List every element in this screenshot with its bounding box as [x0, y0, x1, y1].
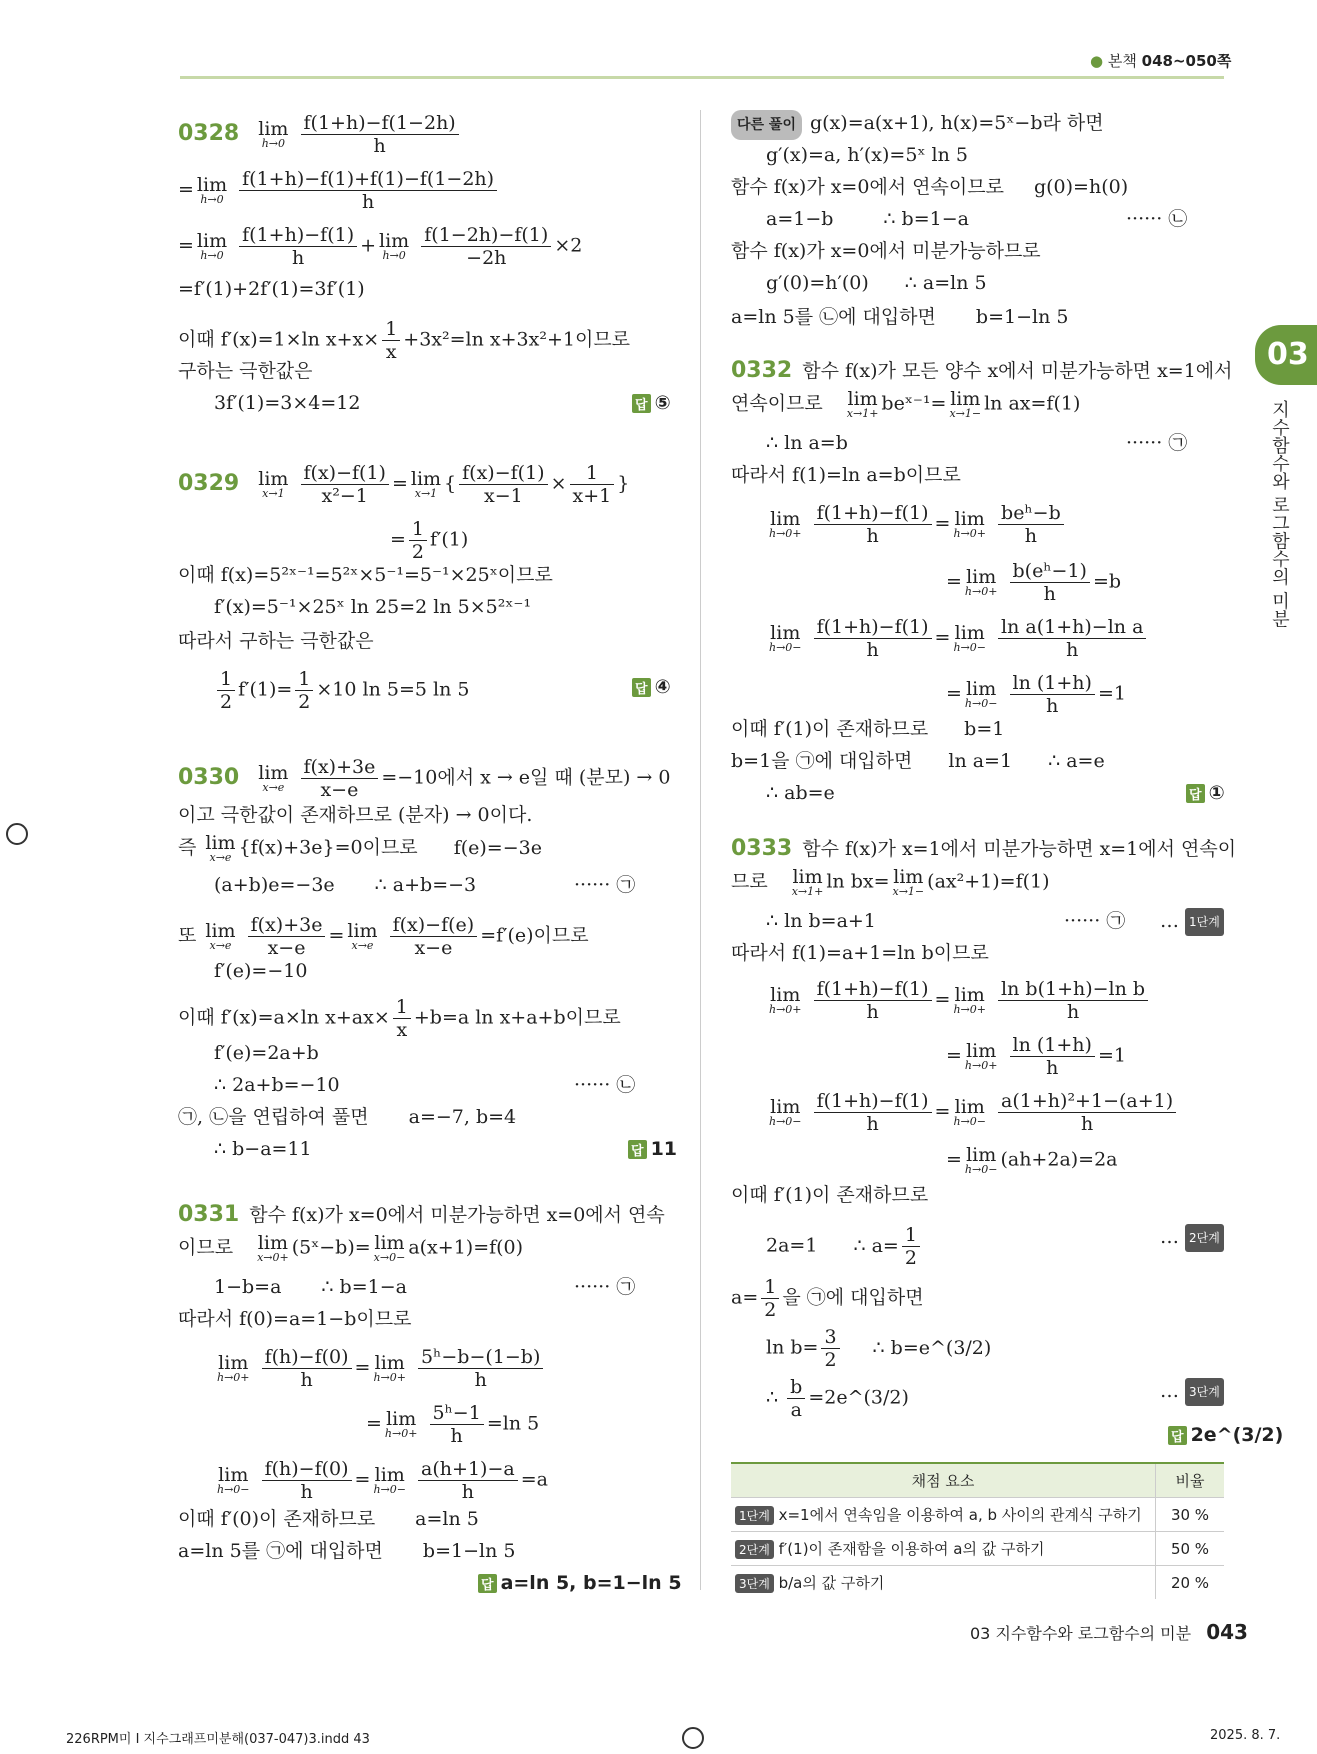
p0331-line9: a=ln 5를 ㉠에 대입하면 b=1−ln 5 — [178, 1540, 516, 1562]
p0333-step3: … 3단계 — [1160, 1378, 1224, 1406]
p0333-line7: lim h→0− $\frac{f(1+h)-f(1)}{h}$ = lim h→0− $\frac{\text{a(1+h)²+1−(a+1)}}{h}$ — [766, 1090, 1179, 1135]
p0328-line3: = lim h→0 $\frac{f(1+h)-f(1)}{h}$ + lim h→0 $\frac{f(1-2h)-f(1)}{-2h}$ ×2 — [178, 224, 583, 269]
alt-line3: 함수 f(x)가 x=0에서 연속이므로 g(0)=h(0) — [731, 176, 1129, 198]
header-rule — [180, 76, 1224, 79]
p0333-line10: 2a=1 ∴ a= $\frac{1}{2}$ — [766, 1224, 923, 1269]
p0332-line8: = lim h→0− $\frac{\ln (1+h)}{h}$ =1 — [946, 672, 1126, 717]
p0329-line4: f′(x)=5⁻¹×25ˣ ln 25=2 ln 5×5²ˣ⁻¹ — [214, 596, 532, 618]
p0333-step2: … 2단계 — [1160, 1224, 1224, 1252]
p0332-answer: 답 ① — [1186, 782, 1225, 804]
p0333-line5: lim h→0+ $\frac{f(1+h)-f(1)}{h}$ = lim h→0+ $\frac{\text{ln b(1+h)−ln b}}{h}$ — [766, 978, 1151, 1023]
p0332-line10: b=1을 ㉠에 대입하면 ln a=1 ∴ a=e — [731, 750, 1105, 772]
table-row: 2단계 f′(1)이 존재함을 이용하여 a의 값 구하기 50 % — [731, 1532, 1224, 1566]
alt-line1: 다른 풀이 g(x)=a(x+1), h(x)=5ˣ−b라 하면 — [731, 110, 1104, 140]
p0330-line1: 0330 lim x→e $\frac{f(x)+3e}{x-e}$ =−10에서 x → e일 때 (분모) → 0 — [178, 756, 671, 801]
p0330-line3: 즉 lim x→e {f(x)+3e}=0이므로 f(e)=−3e — [178, 832, 542, 864]
table-header-rate: 비율 — [1156, 1463, 1225, 1498]
p0331-line4: 따라서 f(0)=a=1−b이므로 — [178, 1308, 412, 1330]
alt-line5: 함수 f(x)가 x=0에서 미분가능하므로 — [731, 240, 1041, 262]
p0329-answer: 답 ④ — [632, 676, 671, 698]
p0330-line11: ∴ b−a=11 — [214, 1138, 312, 1160]
p0333-line3: ∴ ln b=a+1 — [766, 910, 876, 932]
p0330-line4-mark: ······ ㉠ — [574, 874, 636, 896]
p0328-line7: 3f′(1)=3×4=12 — [214, 392, 361, 414]
p0331-line6: = lim h→0+ $\frac{\text{5ʰ−1}}{h}$ =ln 5 — [366, 1402, 540, 1447]
p0331-line5: lim h→0+ $\frac{f(h)-f(0)}{h}$ = lim h→0+ $\frac{\text{5ʰ−b−(1−b)}}{h}$ — [214, 1346, 546, 1391]
p0333-answer: 답 2e^(3/2) — [1168, 1424, 1283, 1446]
p0332-line3-mark: ······ ㉠ — [1126, 432, 1188, 454]
p0332-line6: = lim h→0+ $\frac{\text{b(eʰ−1)}}{h}$ =b — [946, 560, 1122, 605]
p0331-line7: lim h→0− $\frac{f(h)-f(0)}{h}$ = lim h→0− $\frac{a(h+1)-a}{h}$ =a — [217, 1458, 548, 1503]
registration-mark-icon — [6, 823, 28, 845]
p0328-line4: =f′(1)+2f′(1)=3f′(1) — [178, 278, 365, 300]
table-row: 1단계 x=1에서 연속임을 이용하여 a, b 사이의 관계식 구하기 30 % — [731, 1498, 1224, 1532]
p0330-line9: ∴ 2a+b=−10 — [214, 1074, 340, 1096]
p0330-answer: 답 11 — [628, 1138, 677, 1160]
p0328-line1: 0328 lim h→0 $\frac{f(1+h)-f(1-2h)}{h}$ — [178, 112, 462, 157]
p0331-line2: 이므로 lim x→0+ (5ˣ−b)= lim x→0− a(x+1)=f(0) — [178, 1232, 524, 1264]
p0333-step1: … 1단계 — [1160, 908, 1224, 936]
registration-mark-icon — [682, 1727, 704, 1749]
p0331-line3: 1−b=a ∴ b=1−a — [214, 1276, 407, 1298]
side-tab: 03 — [1255, 325, 1317, 385]
p0332-line3: ∴ ln a=b — [766, 432, 848, 454]
p0328-answer: 답 ⑤ — [632, 392, 671, 414]
p0330-line6: f′(e)=−10 — [214, 960, 308, 982]
p0330-line10: ㉠, ㉡을 연립하여 풀면 a=−7, b=4 — [178, 1106, 517, 1128]
p0333-line13: ∴ $\frac{b}{a}$ =2e^(3/2) — [766, 1376, 909, 1421]
p0331-line3-mark: ······ ㉠ — [574, 1276, 636, 1298]
alt-line7: a=ln 5를 ㉡에 대입하면 b=1−ln 5 — [731, 306, 1069, 328]
alt-line6: g′(0)=h′(0) ∴ a=ln 5 — [766, 272, 987, 294]
column-divider — [700, 110, 701, 1590]
p0330-line2: 이고 극한값이 존재하므로 (분자) → 0이다. — [178, 804, 533, 826]
side-tab-title: 지수함수와 로그함수의 미분 — [1269, 400, 1290, 628]
p0333-line4: 따라서 f(1)=a+1=ln b이므로 — [731, 942, 989, 964]
p0330-line5: 또 lim x→e $\frac{f(x)+3e}{x-e}$ = lim x→e $\frac{f(x)-f(e)}{x-e}$ =f′(e)이므로 — [178, 914, 589, 959]
alt-line4: a=1−b ∴ b=1−a — [766, 208, 969, 230]
p0332-line2: 연속이므로 lim x→1+ beˣ⁻¹= lim x→1− ln ax=f(1) — [731, 388, 1081, 420]
p0332-line7: lim h→0− $\frac{f(1+h)-f(1)}{h}$ = lim h→0− $\frac{\text{ln a(1+h)−ln a}}{h}$ — [766, 616, 1149, 661]
p0330-line9-mark: ······ ㉡ — [574, 1074, 636, 1096]
p0331-line1: 0331 함수 f(x)가 x=0에서 미분가능하면 x=0에서 연속 — [178, 1202, 665, 1227]
p0333-line1: 0333 함수 f(x)가 x=1에서 미분가능하면 x=1에서 연속이 — [731, 836, 1237, 861]
p0332-line11: ∴ ab=e — [766, 782, 835, 804]
p0329-line1: 0329 lim x→1 $\frac{f(x)-f(1)}{\text{x²−1}}$ = lim x→1 { $\frac{f(x)-f(1)}{x-1}$ × $\frac{1}{x+1}$ } — [178, 462, 630, 507]
p0328-line5: 이때 f′(x)=1×ln x+x× $\frac{1}{x}$ +3x²=ln x+3x²+1이므로 — [178, 318, 631, 363]
p0333-line11: a= $\frac{1}{2}$ 을 ㉠에 대입하면 — [731, 1276, 924, 1321]
p0328-line2: = lim h→0 $\frac{f(1+h)-f(1)+f(1)-f(1-2h)}{h}$ — [178, 168, 500, 213]
p0329-line6: $\frac{1}{2}$ f′(1)= $\frac{1}{2}$ ×10 ln 5=5 ln 5 — [214, 668, 469, 713]
p0331-line8: 이때 f′(0)이 존재하므로 a=ln 5 — [178, 1508, 479, 1530]
p0333-line9: 이때 f′(1)이 존재하므로 — [731, 1184, 929, 1206]
footer-file: 226RPM미 I 지수그래프미분해(037-047)3.indd 43 — [66, 1732, 370, 1747]
header-label: ● 본책 048~050쪽 — [1090, 52, 1232, 70]
p0332-line5: lim h→0+ $\frac{f(1+h)-f(1)}{h}$ = lim h→0+ $\frac{\text{beʰ−b}}{h}$ — [766, 502, 1067, 547]
p0330-line7: 이때 f′(x)=a×ln x+ax× $\frac{1}{x}$ +b=a ln x+a+b이므로 — [178, 996, 621, 1041]
p0333-line2: 므로 lim x→1+ ln bx= lim x→1− (ax²+1)=f(1) — [731, 866, 1050, 898]
footer-chapter: 03 지수함수와 로그함수의 미분 043 — [970, 1620, 1248, 1644]
table-row: 3단계 b/a의 값 구하기 20 % — [731, 1566, 1224, 1600]
alt-line4-mark: ······ ㉡ — [1126, 208, 1188, 230]
p0329-line2: = $\frac{1}{2}$ f′(1) — [390, 518, 469, 563]
p0332-line1: 0332 함수 f(x)가 모든 양수 x에서 미분가능하면 x=1에서 — [731, 358, 1233, 383]
p0330-line8: f′(e)=2a+b — [214, 1042, 319, 1064]
p0333-line8: = lim h→0− (ah+2a)=2a — [946, 1144, 1118, 1176]
p0332-line4: 따라서 f(1)=ln a=b이므로 — [731, 464, 961, 486]
p0330-line4: (a+b)e=−3e ∴ a+b=−3 — [214, 874, 477, 896]
p0329-line3: 이때 f(x)=5²ˣ⁻¹=5²ˣ×5⁻¹=5⁻¹×25ˣ이므로 — [178, 564, 553, 586]
p0328-line6: 구하는 극한값은 — [178, 360, 313, 382]
table-header-criteria: 채점 요소 — [731, 1463, 1156, 1498]
p0332-line9: 이때 f′(1)이 존재하므로 b=1 — [731, 718, 1005, 740]
p0333-line12: ln b= $\frac{3}{2}$ ∴ b=e^(3/2) — [766, 1326, 992, 1371]
alt-line2: g′(x)=a, h′(x)=5ˣ ln 5 — [766, 144, 968, 166]
footer-date: 2025. 8. 7. — [1210, 1728, 1281, 1743]
p0333-line3-mark: ······ ㉠ — [1064, 910, 1126, 932]
p0333-line6: = lim h→0+ $\frac{\ln (1+h)}{h}$ =1 — [946, 1034, 1126, 1079]
p0331-answer: 답 a=ln 5, b=1−ln 5 — [478, 1572, 682, 1594]
p0329-line5: 따라서 구하는 극한값은 — [178, 630, 374, 652]
scoring-table — [731, 1462, 1224, 1599]
